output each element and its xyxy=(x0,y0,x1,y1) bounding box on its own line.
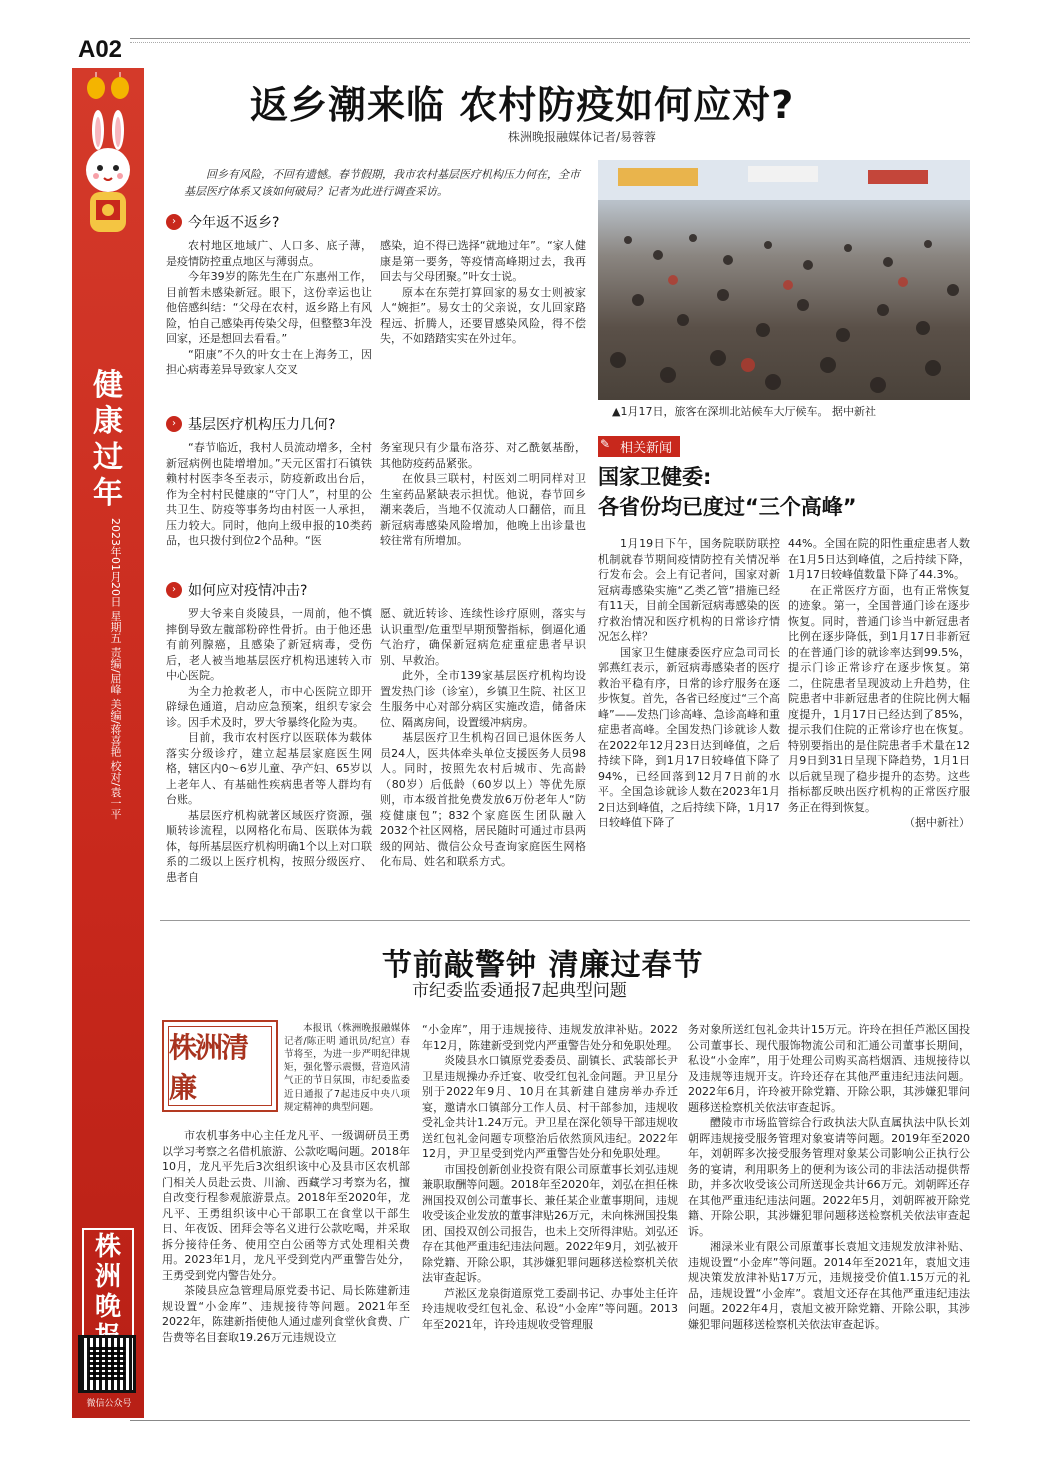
paragraph: 目前，我市农村医疗以医联体为载体落实分级诊疗，建立起基层家庭医生网格，辖区内0～6岁儿童、孕产妇、65岁以上老年人、有基础性疾病患者等人群均有台账。 xyxy=(166,731,372,806)
paragraph: 市农机事务中心主任龙凡平、一级调研员王勇以学习考察之名借机旅游、公款吃喝问题。2018年10月，龙凡平先后3次组织该中心及县市区农机部门相关人员赴云贵、川渝、西藏学习考察为名，擅自改变行程参观旅游景点。2018年至2020年，龙凡平、王勇组织该中心干部职工在食堂以干部生日、年夜饭、团拜会等名义进行公款吃喝，并采取拆分接待任务、使用空白公函等方式处理相关费用。2023年1月，龙凡平受到党内严重警告处分，王勇受到党内警告处分。 xyxy=(162,1129,410,1282)
paragraph: 在正常医疗方面，也有正常恢复的迹象。第一，全国普通门诊在逐步恢复。同时，普通门诊当中新冠患者比例在逐步降低，到1月17日非新冠的在普通门诊的就诊率达到99.5%，提示门诊正常诊疗在逐步恢复。第二，住院患者呈现波动上升趋势，住院患者中非新冠患者的住院比例大幅度提升，1月17日已经达到了85%，提示我们住院的正常诊疗也在恢复。特别要指出的是住院患者手术量在12月9日到31日呈现下降趋势，1月1日以后就呈现了稳步提升的态势。这些指标都反映出医疗机构的正常医疗服务正在得到恢复。 xyxy=(788,583,970,814)
paragraph: 感染，迫不得已选择“就地过年”。“家人健康是第一要务，等疫情高峰期过去，我再回去与父母团聚。”叶女士说。 xyxy=(380,239,586,283)
related-headline-line1: 国家卫健委: xyxy=(598,465,712,489)
article2-subtitle: 市纪委监委通报7起典型问题 xyxy=(412,981,627,1001)
chevron-right-icon: › xyxy=(166,416,182,432)
paragraph: “春节临近，我村人员流动增多，全村新冠病例也陡增增加。”天元区雷打石镇铁赖村村医李冬至表示，防疫新政出台后，作为全村村民健康的“守门人”，村里的公共卫生、防疫等事务均由村医一人承担，压力较大。同时，他向上级申报的10类药品，也只拨付到位2个品种。“医 xyxy=(166,441,372,547)
paragraph: 基层医疗机构就著区域医疗资源，强顺转诊流程，以网格化布局、医联体为载体，每所基层医疗机构明确1个以上对口联系的二级以上医疗机构，按照分级医疗、患者自 xyxy=(166,808,372,884)
paragraph: “阳康”不久的叶女士在上海务工，因担心病毒差异导致家人交叉 xyxy=(166,347,372,376)
newspaper-brand: 株洲晚 xyxy=(82,1228,134,1356)
paragraph: 农村地区地域广、人口多、底子薄，是疫情防控重点地区与薄弱点。 xyxy=(166,239,372,268)
chevron-right-icon: › xyxy=(166,214,182,230)
paragraph: 本报讯（株洲晚报融媒体记者/陈正明 通讯员/纪宣）春节将至，为进一步严明纪律规矩，强化警示震慑，营造风清气正的节日氛围，市纪委监委近日通报了7起违反中央八项规定精神的典型问题。 xyxy=(284,1023,410,1113)
chevron-right-icon: › xyxy=(166,582,182,598)
section-heading-2 xyxy=(166,414,335,434)
article1-s3-col2 xyxy=(380,606,586,906)
paragraph: 罗大爷来自炎陵县，一周前，他不慎摔倒导致左髋部粉碎性骨折。由于他还患有前列腺癌，且感染了新冠病毒，受伤后，老人被当地基层医疗机构迅速转入市中心医院。 xyxy=(166,607,372,682)
top-rule xyxy=(130,38,970,39)
qr-code[interactable] xyxy=(78,1335,136,1393)
paragraph: “小金库”，用于违规接待、违规发放津补贴。2022年12月，陈建新受到党内严重警告处分和免职处理。 xyxy=(422,1023,678,1052)
photo-caption: ▲1月17日，旅客在深圳北站候车大厅候车。 据中新社 xyxy=(612,405,876,418)
paragraph: 在攸县三联村，村医刘二明同样对卫生室药品紧缺表示担忧。他说，春节回乡潮来袭后，当地不仅流动人口翻倍，而且新冠病毒感染风险增加，他晚上出诊量也较往常有所增加。 xyxy=(380,472,586,547)
section-title: 今年返不返乡? xyxy=(188,215,280,231)
article1-s2-col2 xyxy=(380,440,586,570)
related-news-tag: 相关新闻 xyxy=(598,436,680,457)
paragraph: 44%。全国在院的阳性重症患者人数在1月5日达到峰值，之后持续下降，1月17日较峰值数量下降了44.3%。 xyxy=(788,537,970,581)
paragraph: 务对象所送红包礼金共计15万元。许玲在担任芦淞区国投公司董事长、现代服饰物流公司和汇通公司董事长期间，私设“小金库”，用于处理公司购买高档烟酒、违规接待以及违规等违规开支。许玲还存在其他严重违纪违法问题。2022年6月，许玲被开除党籍、开除公职，其涉嫌犯罪问题移送检察机关依法审查起诉。 xyxy=(688,1023,970,1114)
related-col1 xyxy=(598,536,780,896)
paragraph: 国家卫生健康委医疗应急司司长郭燕红表示，新冠病毒感染者的医疗救治平稳有序，日常的诊疗服务在逐步恢复。首先，各省已经度过“三个高峰”——发热门诊高峰、急诊高峰和重症患者高峰。全国发热门诊就诊人数在2022年12月23日达到峰值，之后持续下降，到1月17日较峰值下降了94%，已经回落到12月7日前的水平。全国急诊就诊人数在2023年1月2日达到峰值，之后持续下降，1月17日较峰值下降了 xyxy=(598,645,780,829)
lantern-icon xyxy=(82,72,134,102)
issue-meta: 2023年01月20日 星期五 责编/屈峰 美编/蒋喜艳 校对/袁一平 xyxy=(109,518,122,820)
paragraph: 基层医疗卫生机构召回已退休医务人员24人，医共体牵头单位支援医务人员98人。同时，按照先农村后城市、先高龄（80岁）后低龄（60岁以上）等优先原则，市本级首批免费发放6万份老年人“防疫健康包”；832个家庭医生团队融入2032个社区网格，居民随时可通过市县两级的网站、微信公众号查询家庭医生网格化布局、姓名和联系方式。 xyxy=(380,731,586,868)
section-title: 基层医疗机构压力几何? xyxy=(188,417,336,433)
bottom-rule xyxy=(130,1420,970,1421)
news-photo xyxy=(598,160,970,400)
top-rule-dotted xyxy=(130,42,970,43)
article2-col1 xyxy=(162,1128,410,1413)
festival-label: 健康过年 xyxy=(93,368,123,511)
section-title: 如何应对疫情冲击? xyxy=(188,583,308,599)
qr-label: 微信公众号 xyxy=(86,1399,132,1409)
paragraph: 务室现只有少量布洛芬、对乙酰氨基酚，其他防疫药品紧张。 xyxy=(380,441,586,470)
paragraph: 醴陵市市场监管综合行政执法大队直属执法中队长刘朝晖违规接受服务管理对象宴请等问题。2019年至2020年，刘朝晖多次接受服务管理对象某公司影响公正执行公务的宴请，利用职务上的便利为该公司的非法活动提供帮助，并多次收受该公司所送现金共计66万元。刘朝晖还存在其他严重违纪违法问题。2022年5月，刘朝晖被开除党籍、开除公职，其涉嫌犯罪问题移送检察机关依法审查起诉。 xyxy=(688,1116,970,1238)
section-heading-1 xyxy=(166,212,279,232)
paragraph: 市国投创新创业投资有限公司原董事长刘弘违规兼职取酬等问题。2018年至2020年，刘弘在担任株洲国投双创公司董事长、兼任某企业董事期间，违规收受该企业发放的董事津贴26万元，未向株洲国投集团、国投双创公司报告，也未上交所得津贴。刘弘还存在其他严重违纪违法问题。2022年9月，刘弘被开除党籍、开除公职，其涉嫌犯罪问题移送检察机关依法审查起诉。 xyxy=(422,1162,678,1284)
related-col2 xyxy=(788,536,970,896)
section-heading-3 xyxy=(166,580,307,600)
article1-byline: 株洲晚报融媒体记者/易蓉蓉 xyxy=(508,130,657,144)
article1-intro: 回乡有风险，不回有遗憾。春节假期，我市农村基层医疗机构压力何在，全市基层医疗体系又该如何破局？记者为此进行调查采访。 xyxy=(184,168,580,198)
seal-text: 株洲清廉 xyxy=(168,1026,272,1106)
article2-lead xyxy=(284,1022,410,1118)
page-number: A02 xyxy=(78,36,123,63)
article1-s1-col1 xyxy=(166,238,372,408)
related-headline-line2: 各省份均已度过“三个高峰” xyxy=(598,495,857,519)
section-band xyxy=(72,68,144,1418)
paragraph: 原本在东莞打算回家的易女士则被家人“婉拒”。易女士的父亲说，女儿回家路程远、折腾人，还要冒感染风险，得不偿失，不如踏踏实实在外过年。 xyxy=(380,285,586,345)
paragraph: 为全力抢救老人，市中心医院立即开辟绿色通道，启动应急预案，组织专家会诊。因手术及时，罗大爷暴终化险为夷。 xyxy=(166,684,372,729)
paragraph: 炎陵县水口镇原党委委员、副镇长、武装部长尹卫星违规操办乔迁宴、收受红包礼金问题。尹卫星分别于2022年9月、10月在其新建自建房举办乔迁宴，邀请水口镇部分工作人员、村干部参加，违规收受礼金共计1.24万元。尹卫星在深化领导干部违规收送红包礼金问题专项整治后依然顶风违纪。2022年12月，尹卫星受到党内严重警告处分和免职处理。 xyxy=(422,1054,678,1160)
article1-s1-col2 xyxy=(380,238,586,408)
zhuzhou-integrity-seal xyxy=(162,1020,278,1112)
related-headline xyxy=(598,462,857,522)
source-note: （据中新社） xyxy=(904,816,970,829)
article2-col2 xyxy=(422,1022,678,1412)
article1-s3-col1 xyxy=(166,606,372,906)
paragraph: 湘渌米业有限公司原董事长袁旭文违规发放津补贴、违规设置“小金库”等问题。2014年至2021年，袁旭文违规决策发放津补贴17万元，违规接受价值1.15万元的礼品，违规设置“小金库”。袁旭文还存在其他严重违纪违法问题。2022年4月，袁旭文被开除党籍、开除公职，其涉嫌犯罪问题移送检察机关依法审查起诉。 xyxy=(688,1240,970,1331)
section-divider xyxy=(160,920,970,921)
article2-col3 xyxy=(688,1022,970,1412)
paragraph: 芦淞区龙泉街道原党工委副书记、办事处主任许玲违规收受红包礼金、私设“小金库”等问题。2013年至2021年，许玲违规收受管理服 xyxy=(422,1286,678,1331)
paragraph: 1月19日下午，国务院联防联控机制就春节期间疫情防控有关情况举行发布会。会上有记者问，国家对新冠病毒感染实施“乙类乙管”措施已经有11天，目前全国新冠病毒感染的医疗救治情况和医疗机构的日常诊疗情况怎么样？ xyxy=(598,537,780,643)
paragraph: 此外，全市139家基层医疗机构均设置发热门诊（诊室），乡镇卫生院、社区卫生服务中心对部分病区实施改造，储备床位、隔离房间，设置缓冲病房。 xyxy=(380,669,586,729)
paragraph: 愿、就近转诊、连续性诊疗原则，落实与认识重型/危重型早期预警指标，倒逼化通气治疗，确保新冠病危症重症患者早识别、早救治。 xyxy=(380,607,586,667)
pen-icon: ✎ xyxy=(600,437,611,451)
paragraph: 茶陵县应急管理局原党委书记、局长陈建新违规设置“小金库”、违规接待等问题。2021年至2022年，陈建新指使他人通过虚列食堂伙食费、广告费等名目套取19.26万元违规设立 xyxy=(162,1284,410,1344)
article1-s2-col1 xyxy=(166,440,372,570)
article1-headline: 返乡潮来临 农村防疫如何应对? xyxy=(250,83,795,127)
article2-headline: 节前敲警钟 清廉过春节 xyxy=(382,948,704,983)
crowd-photo-icon xyxy=(598,160,970,400)
rabbit-mascot-icon xyxy=(76,108,140,258)
paragraph: 今年39岁的陈先生在广东惠州工作，目前暂未感染新冠。眼下，这份幸运也让他倍感纠结：“父母在农村，返乡路上有风险，怕自己感染再传染父母，但整整3年没回家，还是想回去看看。” xyxy=(166,270,372,345)
